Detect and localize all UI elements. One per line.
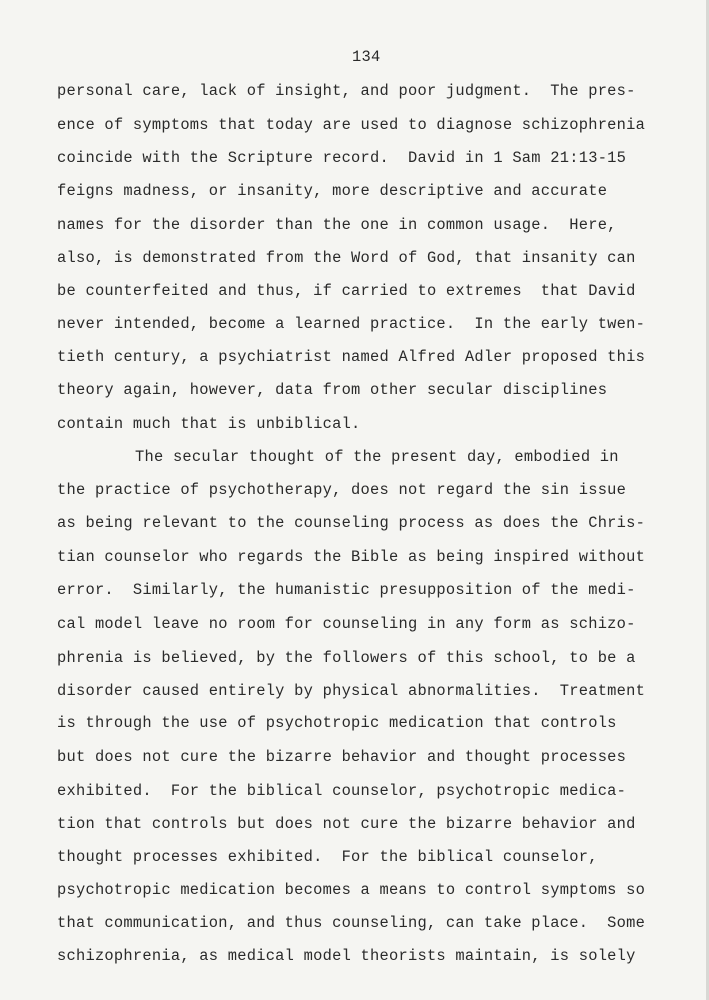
text-line-6: also, is demonstrated from the Word of God, that insanity can xyxy=(57,249,636,267)
text-line-14: as being relevant to the counseling process as does the Chris- xyxy=(57,514,646,532)
text-line-25: psychotropic medication becomes a means to control symptoms so xyxy=(57,881,646,899)
text-line-20: is through the use of psychotropic medication that controls xyxy=(57,714,617,732)
text-line-24: thought processes exhibited. For the biblical counselor, xyxy=(57,848,598,866)
text-line-22: exhibited. For the biblical counselor, psychotropic medica- xyxy=(57,782,627,800)
text-line-4: feigns madness, or insanity, more descriptive and accurate xyxy=(57,182,608,200)
page-number: 134 xyxy=(352,48,381,66)
text-line-11: contain much that is unbiblical. xyxy=(57,415,361,433)
text-line-9: tieth century, a psychiatrist named Alfred Adler proposed this xyxy=(57,348,646,366)
text-line-1: personal care, lack of insight, and poor judgment. The pres- xyxy=(57,82,636,100)
text-line-13: the practice of psychotherapy, does not regard the sin issue xyxy=(57,481,627,499)
text-line-8: never intended, become a learned practice. In the early twen- xyxy=(57,315,646,333)
text-line-2: ence of symptoms that today are used to diagnose schizophrenia xyxy=(57,116,646,134)
text-line-27: schizophrenia, as medical model theorists maintain, is solely xyxy=(57,947,636,965)
text-line-7: be counterfeited and thus, if carried to extremes that David xyxy=(57,282,636,300)
text-line-19: disorder caused entirely by physical abnormalities. Treatment xyxy=(57,682,646,700)
text-line-17: cal model leave no room for counseling in any form as schizo- xyxy=(57,615,636,633)
text-line-16: error. Similarly, the humanistic presupposition of the medi- xyxy=(57,581,636,599)
text-line-3: coincide with the Scripture record. David in 1 Sam 21:13-15 xyxy=(57,149,627,167)
text-line-15: tian counselor who regards the Bible as being inspired without xyxy=(57,548,646,566)
text-line-5: names for the disorder than the one in common usage. Here, xyxy=(57,216,617,234)
text-line-26: that communication, and thus counseling, can take place. Some xyxy=(57,914,646,932)
text-line-10: theory again, however, data from other secular disciplines xyxy=(57,381,608,399)
text-line-18: phrenia is believed, by the followers of this school, to be a xyxy=(57,649,636,667)
text-line-23: tion that controls but does not cure the bizarre behavior and xyxy=(57,815,636,833)
text-line-12: The secular thought of the present day, embodied in xyxy=(135,448,619,466)
text-line-21: but does not cure the bizarre behavior and thought processes xyxy=(57,748,627,766)
